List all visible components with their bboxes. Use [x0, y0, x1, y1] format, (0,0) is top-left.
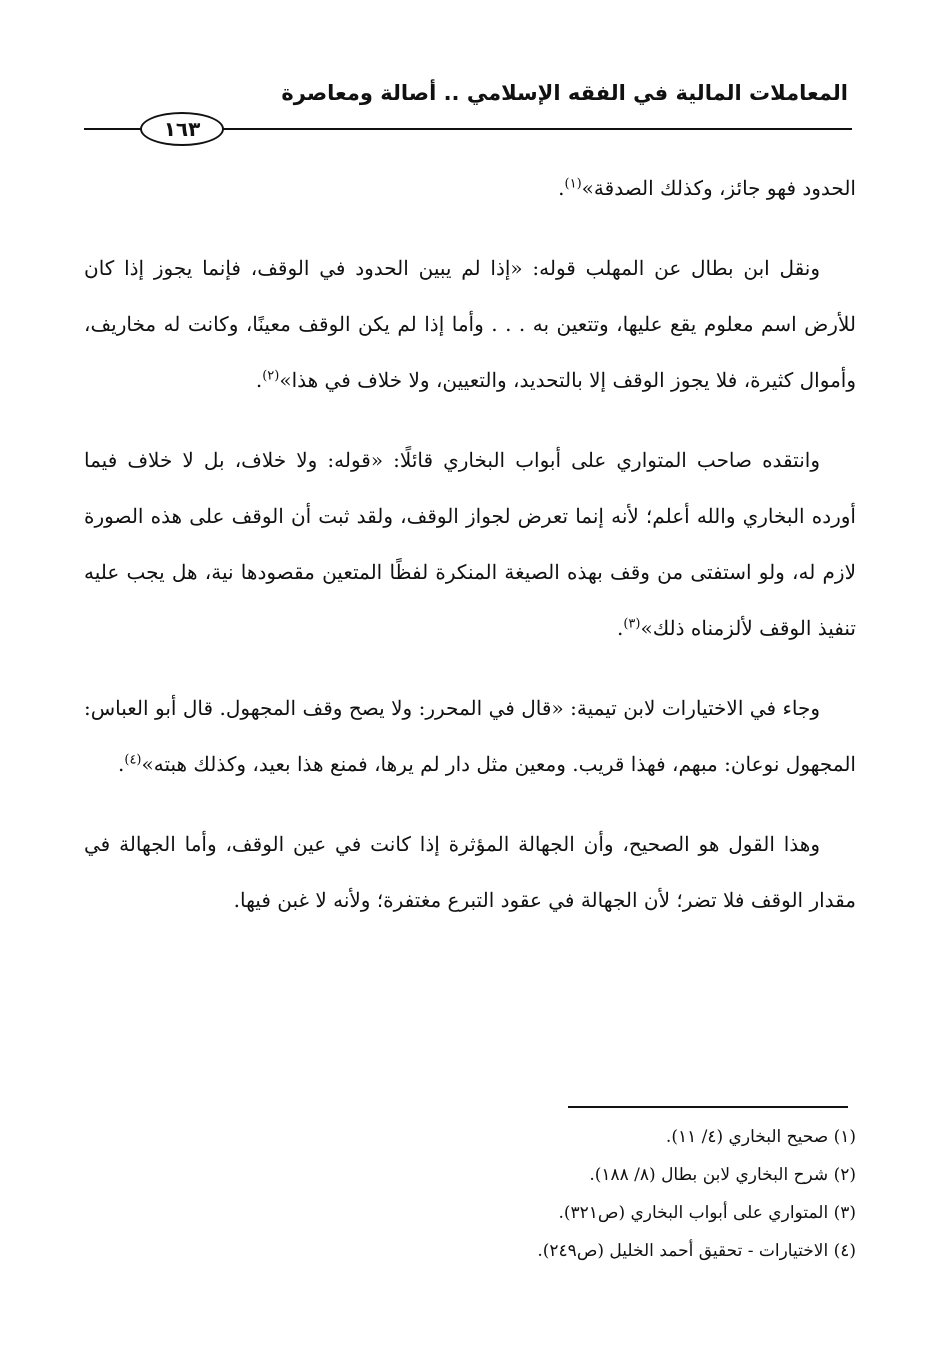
paragraph-3-tail: . [616, 616, 624, 640]
paragraph-1-tail: . [558, 176, 565, 200]
paragraph-2-text: ونقل ابن بطال عن المهلب قوله: «إذا لم يبين الحدود في الوقف، فإنما يجوز إذا كان للأرض اسم معلوم يقع عليها، وتتعين به . . . وأما إذا لم يكن الوقف معينًا، وكانت له مخاريف، وأموال كثيرة، فلا يجوز الوقف إلا بالتحديد، والتعيين، ولا خلاف في هذا» [84, 256, 856, 392]
paragraph-4 [84, 680, 856, 792]
paragraph-3-text: وانتقده صاحب المتواري على أبواب البخاري قائلًا: «قوله: ولا خلاف، بل لا خلاف فيما أورده البخاري والله أعلم؛ لأنه إنما تعرض لجواز الوقف، ولقد ثبت أن الوقف على هذه الصورة لازم له، ولو استفتى من وقف بهذه الصيغة المنكرة لفظًا المتعين مقصودها نية، هل يجب عليه تنفيذ الوقف لألزمناه ذلك» [84, 448, 856, 640]
paragraph-5 [84, 816, 856, 928]
paragraph-3 [84, 432, 856, 656]
paragraph-4-tail: . [118, 752, 125, 776]
footnotes [84, 1118, 856, 1270]
footnote-ref-2: (٢) [262, 368, 280, 384]
paragraph-1-text: الحدود فهو جائز، وكذلك الصدقة» [581, 176, 856, 200]
paragraph-2 [84, 240, 856, 408]
footnote-ref-4: (٤) [124, 752, 142, 768]
footnote-2: (٢) شرح البخاري لابن بطال (٨/ ١٨٨). [589, 1165, 856, 1185]
footnote-3: (٣) المتواري على أبواب البخاري (ص٣٢١). [558, 1203, 856, 1223]
footnote-ref-1: (١) [564, 176, 582, 192]
page-number-oval: ١٦٣ [140, 112, 224, 146]
running-header-title: المعاملات المالية في الفقه الإسلامي .. أصالة ومعاصرة [281, 81, 848, 105]
paragraph-5-text: وهذا القول هو الصحيح، وأن الجهالة المؤثرة إذا كانت في عين الوقف، وأما الجهالة في مقدار الوقف فلا تضر؛ لأن الجهالة في عقود التبرع مغتفرة؛ ولأنه لا غبن فيها. [84, 832, 856, 912]
paragraph-4-text: وجاء في الاختيارات لابن تيمية: «قال في المحرر: ولا يصح وقف المجهول. قال أبو العباس: المجهول نوعان: مبهم، فهذا قريب. ومعين مثل دار لم يرها، فمنع هذا بعيد، وكذلك هبته» [84, 696, 856, 776]
footnote-separator [568, 1106, 848, 1108]
main-text [84, 160, 856, 952]
footnote-ref-3: (٣) [623, 616, 641, 632]
paragraph-1 [84, 160, 856, 216]
paragraph-2-tail: . [255, 368, 263, 392]
footnote-1: (١) صحيح البخاري (٤/ ١١). [665, 1127, 856, 1147]
footnote-4: (٤) الاختيارات - تحقيق أحمد الخليل (ص٢٤٩). [537, 1241, 856, 1261]
